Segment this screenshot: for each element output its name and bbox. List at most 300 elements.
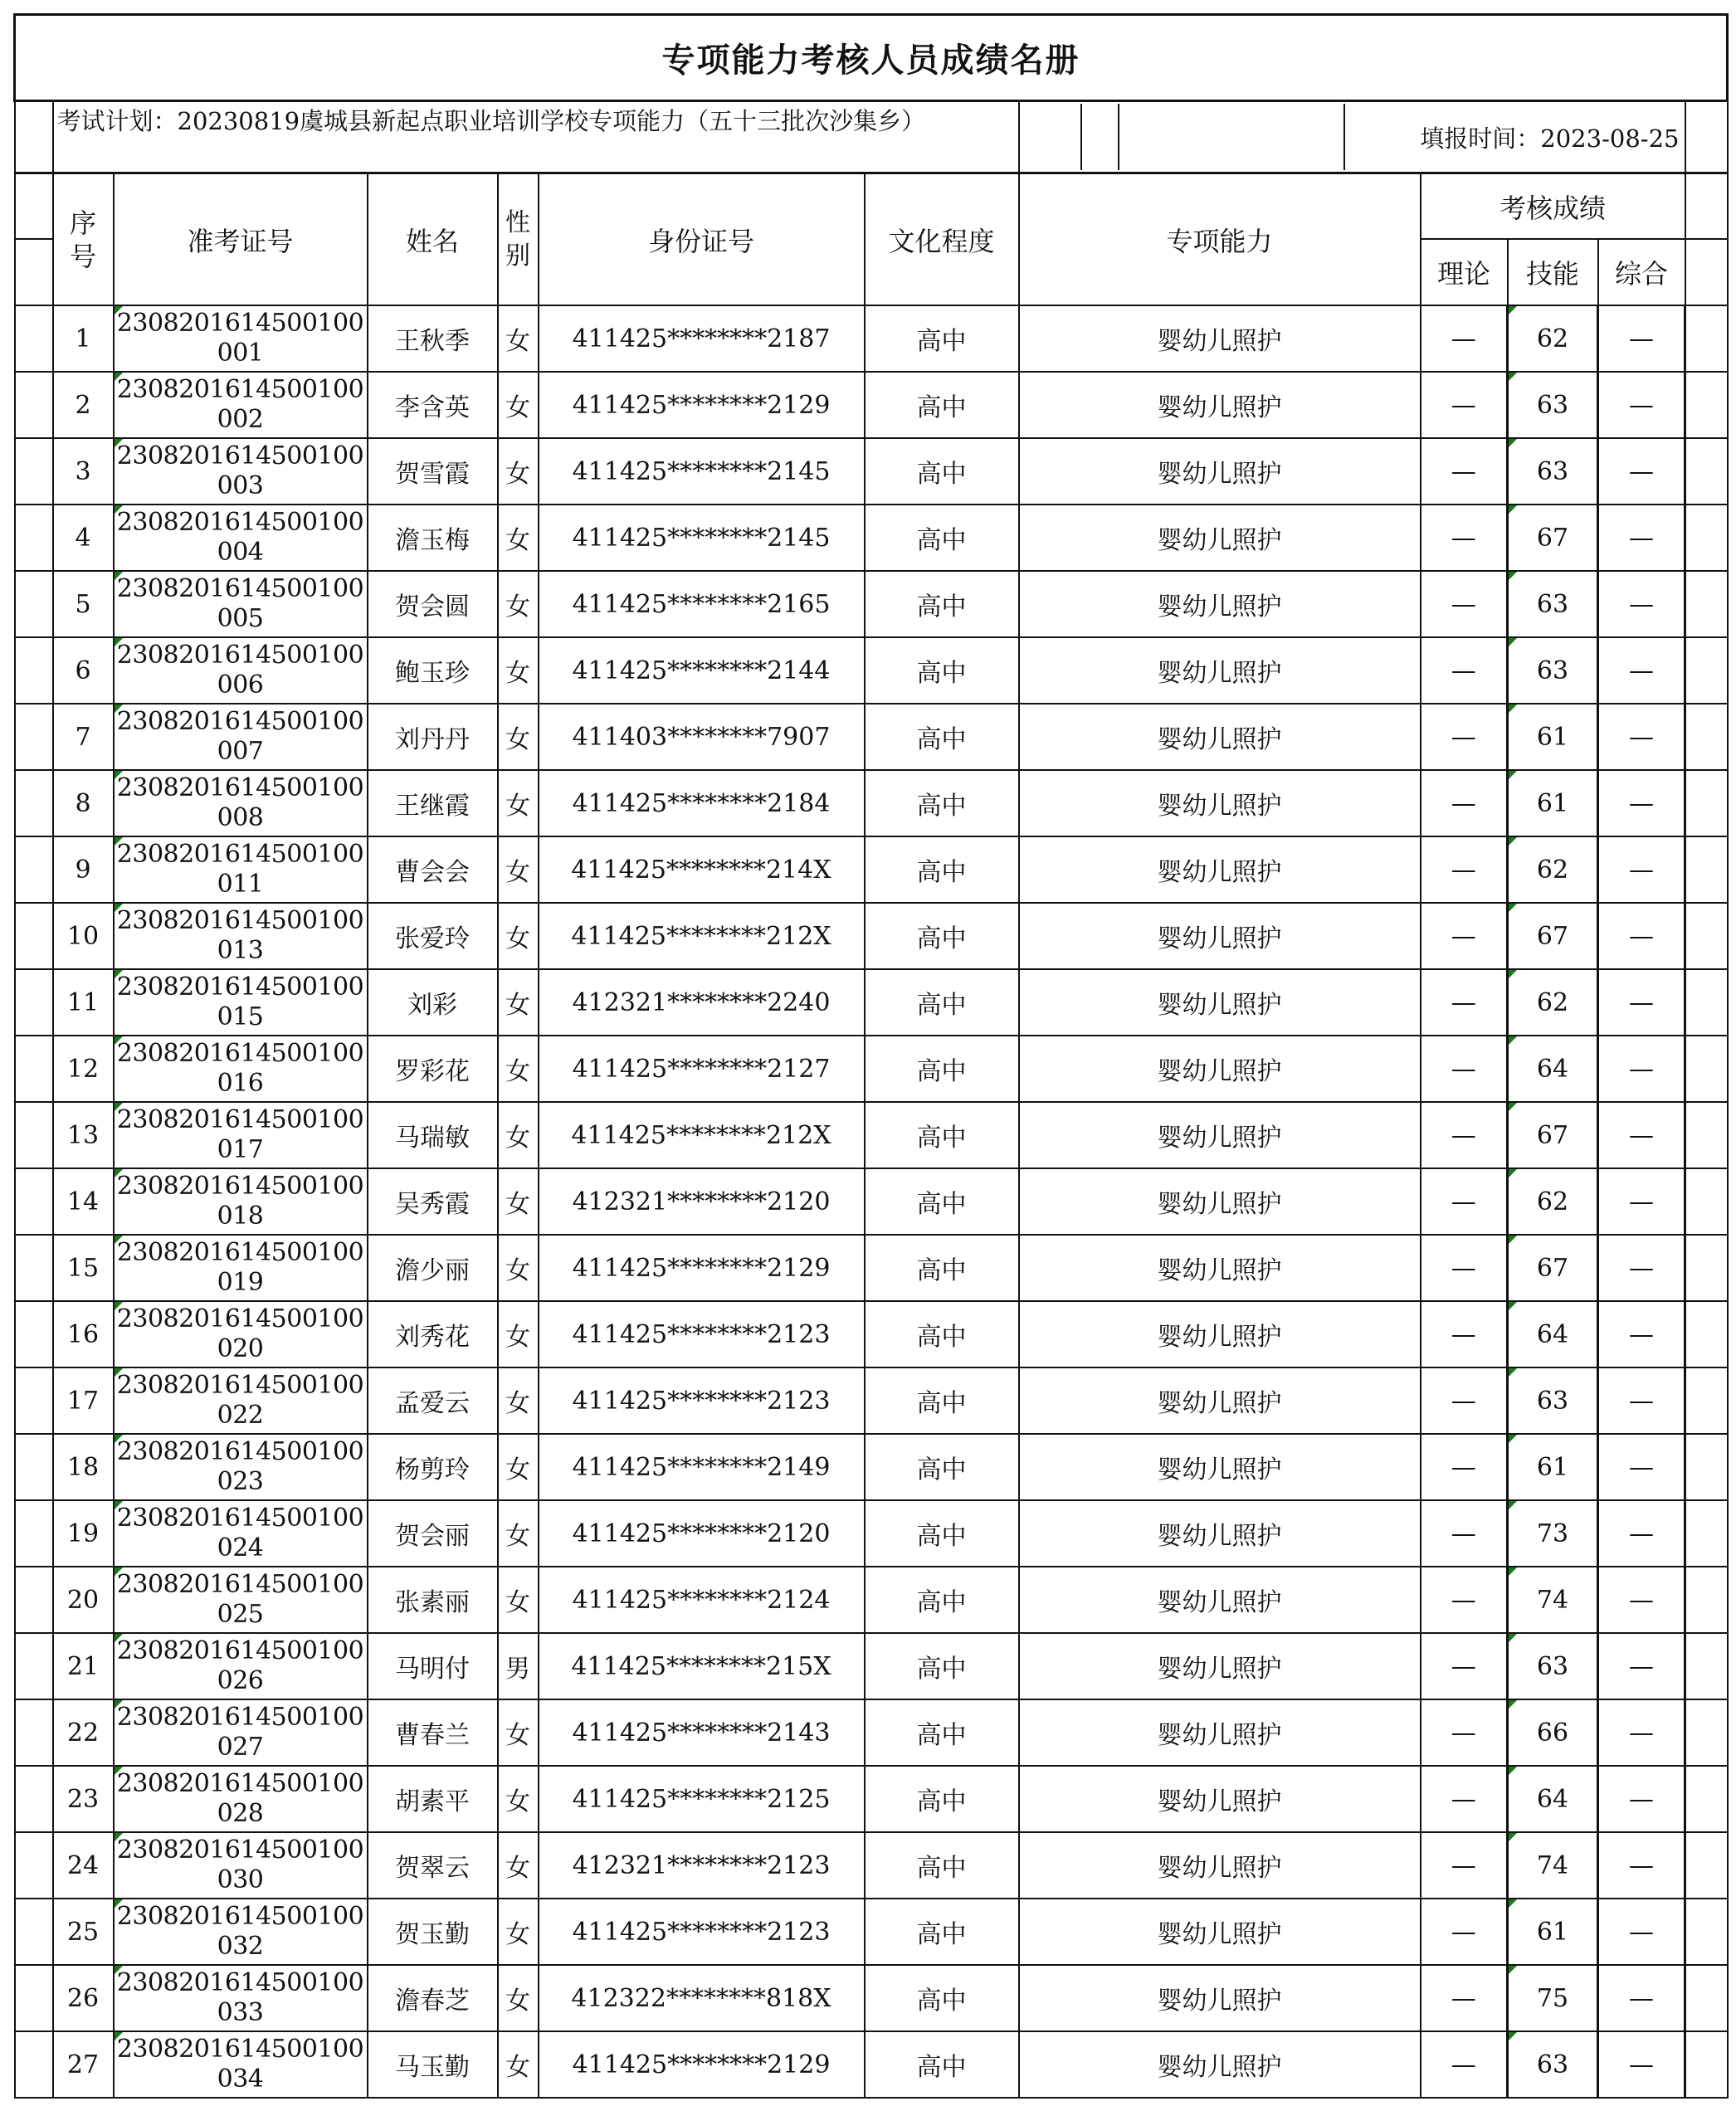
- cell-gender: 女: [498, 1434, 539, 1500]
- cell-overall: —: [1598, 1832, 1685, 1899]
- cell-skill-score: 61: [1508, 1899, 1598, 1965]
- cell-id-no: 411425********2143: [539, 1699, 865, 1766]
- cell-gender: 女: [498, 1965, 539, 2031]
- blank-cell: [15, 239, 53, 305]
- blank-cell: [1685, 1899, 1728, 1965]
- cell-overall: —: [1598, 1899, 1685, 1965]
- blank-cell: [15, 1235, 53, 1301]
- cell-admission-no: 2308201614500100025: [114, 1567, 368, 1633]
- cell-skill-area: 婴幼儿照护: [1019, 1766, 1421, 1832]
- cell-admission-no: 2308201614500100008: [114, 770, 368, 836]
- page-title: 专项能力考核人员成绩名册: [15, 15, 1728, 101]
- cell-skill-score: 62: [1508, 1168, 1598, 1235]
- blank-cell: [15, 1965, 53, 2031]
- cell-skill-area: 婴幼儿照护: [1019, 969, 1421, 1036]
- cell-education: 高中: [865, 903, 1019, 969]
- cell-skill-area: 婴幼儿照护: [1019, 836, 1421, 903]
- cell-id-no: 411425********212X: [539, 903, 865, 969]
- cell-id-no: 411425********2123: [539, 1301, 865, 1367]
- cell-admission-no: 2308201614500100016: [114, 1036, 368, 1102]
- cell-id-no: 411425********2129: [539, 1235, 865, 1301]
- cell-admission-no: 2308201614500100024: [114, 1500, 368, 1567]
- cell-skill-area: 婴幼儿照护: [1019, 903, 1421, 969]
- cell-overall: —: [1598, 505, 1685, 571]
- cell-education: 高中: [865, 704, 1019, 770]
- cell-seq: 20: [53, 1567, 114, 1633]
- cell-id-no: 411425********214X: [539, 836, 865, 903]
- blank-cell: [15, 1699, 53, 1766]
- cell-skill-area: 婴幼儿照护: [1019, 305, 1421, 372]
- cell-theory: —: [1421, 1699, 1508, 1766]
- blank-cell: [1685, 2031, 1728, 2098]
- cell-id-no: 411425********212X: [539, 1102, 865, 1168]
- cell-education: 高中: [865, 571, 1019, 637]
- cell-id-no: 411425********215X: [539, 1633, 865, 1699]
- cell-skill-score: 73: [1508, 1500, 1598, 1567]
- blank-cell: [15, 903, 53, 969]
- cell-theory: —: [1421, 2031, 1508, 2098]
- cell-education: 高中: [865, 1168, 1019, 1235]
- cell-education: 高中: [865, 372, 1019, 438]
- cell-id-no: 411425********2129: [539, 2031, 865, 2098]
- blank-cell: [15, 1766, 53, 1832]
- cell-id-no: 411425********2129: [539, 372, 865, 438]
- cell-seq: 24: [53, 1832, 114, 1899]
- cell-education: 高中: [865, 969, 1019, 1036]
- blank-cell: [1685, 1699, 1728, 1766]
- cell-name: 吴秀霞: [368, 1168, 498, 1235]
- cell-education: 高中: [865, 305, 1019, 372]
- table-row: [15, 1633, 1728, 1699]
- cell-education: 高中: [865, 1633, 1019, 1699]
- cell-overall: —: [1598, 637, 1685, 704]
- cell-seq: 9: [53, 836, 114, 903]
- cell-theory: —: [1421, 770, 1508, 836]
- blank-cell: [15, 1500, 53, 1567]
- table-row: [15, 637, 1728, 704]
- cell-theory: —: [1421, 1102, 1508, 1168]
- cell-seq: 15: [53, 1235, 114, 1301]
- blank-cell: [1685, 1633, 1728, 1699]
- cell-gender: 女: [498, 836, 539, 903]
- cell-id-no: 411425********2184: [539, 770, 865, 836]
- cell-skill-score: 63: [1508, 571, 1598, 637]
- cell-theory: —: [1421, 1367, 1508, 1434]
- cell-gender: 女: [498, 637, 539, 704]
- blank-cell: [15, 2031, 53, 2098]
- blank-cell: [15, 1367, 53, 1434]
- table-row: [15, 1567, 1728, 1633]
- blank-cell: [15, 1633, 53, 1699]
- cell-seq: 11: [53, 969, 114, 1036]
- cell-seq: 16: [53, 1301, 114, 1367]
- blank-cell: [15, 1832, 53, 1899]
- cell-skill-area: 婴幼儿照护: [1019, 1301, 1421, 1367]
- cell-skill-score: 61: [1508, 1434, 1598, 1500]
- cell-name: 澹少丽: [368, 1235, 498, 1301]
- cell-overall: —: [1598, 770, 1685, 836]
- blank-cell: [15, 770, 53, 836]
- cell-name: 贺雪霞: [368, 438, 498, 505]
- table-row: [15, 1500, 1728, 1567]
- table-row: [15, 1434, 1728, 1500]
- cell-overall: —: [1598, 1500, 1685, 1567]
- table-row: [15, 903, 1728, 969]
- table-row: [15, 836, 1728, 903]
- cell-education: 高中: [865, 1766, 1019, 1832]
- cell-name: 贺会丽: [368, 1500, 498, 1567]
- cell-id-no: 411425********2149: [539, 1434, 865, 1500]
- blank-cell: [1685, 101, 1728, 173]
- blank-cell: [1685, 239, 1728, 305]
- cell-name: 澹春芝: [368, 1965, 498, 2031]
- blank-cell: [15, 637, 53, 704]
- cell-theory: —: [1421, 704, 1508, 770]
- cell-name: 刘秀花: [368, 1301, 498, 1367]
- cell-seq: 27: [53, 2031, 114, 2098]
- cell-theory: —: [1421, 1832, 1508, 1899]
- cell-skill-area: 婴幼儿照护: [1019, 704, 1421, 770]
- cell-theory: —: [1421, 1766, 1508, 1832]
- cell-name: 张爱玲: [368, 903, 498, 969]
- cell-id-no: 412321********2120: [539, 1168, 865, 1235]
- blank-cell: [1685, 1567, 1728, 1633]
- cell-education: 高中: [865, 637, 1019, 704]
- cell-name: 马瑞敏: [368, 1102, 498, 1168]
- cell-skill-area: 婴幼儿照护: [1019, 1567, 1421, 1633]
- cell-overall: —: [1598, 1168, 1685, 1235]
- cell-skill-score: 62: [1508, 969, 1598, 1036]
- cell-id-no: 411425********2145: [539, 505, 865, 571]
- cell-id-no: 411425********2127: [539, 1036, 865, 1102]
- cell-skill-score: 63: [1508, 438, 1598, 505]
- cell-overall: —: [1598, 372, 1685, 438]
- cell-overall: —: [1598, 305, 1685, 372]
- cell-seq: 2: [53, 372, 114, 438]
- cell-name: 曹会会: [368, 836, 498, 903]
- cell-name: 鲍玉珍: [368, 637, 498, 704]
- table-row: [15, 505, 1728, 571]
- cell-skill-score: 74: [1508, 1567, 1598, 1633]
- table-row: [15, 1832, 1728, 1899]
- cell-theory: —: [1421, 1567, 1508, 1633]
- cell-name: 贺玉勤: [368, 1899, 498, 1965]
- cell-overall: —: [1598, 969, 1685, 1036]
- cell-name: 刘彩: [368, 969, 498, 1036]
- cell-education: 高中: [865, 438, 1019, 505]
- cell-theory: —: [1421, 637, 1508, 704]
- cell-name: 李含英: [368, 372, 498, 438]
- cell-education: 高中: [865, 1500, 1019, 1567]
- cell-skill-score: 67: [1508, 903, 1598, 969]
- cell-overall: —: [1598, 1567, 1685, 1633]
- cell-theory: —: [1421, 1965, 1508, 2031]
- cell-theory: —: [1421, 571, 1508, 637]
- cell-seq: 1: [53, 305, 114, 372]
- cell-name: 孟爱云: [368, 1367, 498, 1434]
- cell-gender: 女: [498, 969, 539, 1036]
- blank-cell: [15, 704, 53, 770]
- cell-skill-score: 62: [1508, 305, 1598, 372]
- blank-cell: [15, 1899, 53, 1965]
- table-row: [15, 1168, 1728, 1235]
- cell-skill-score: 74: [1508, 1832, 1598, 1899]
- cell-overall: —: [1598, 1301, 1685, 1367]
- cell-overall: —: [1598, 438, 1685, 505]
- cell-id-no: 411425********2125: [539, 1766, 865, 1832]
- header-id-no: 身份证号: [539, 173, 865, 306]
- table-row: [15, 571, 1728, 637]
- cell-skill-area: 婴幼儿照护: [1019, 1235, 1421, 1301]
- cell-theory: —: [1421, 372, 1508, 438]
- cell-gender: 女: [498, 903, 539, 969]
- cell-seq: 4: [53, 505, 114, 571]
- blank-cell: [1685, 1367, 1728, 1434]
- cell-skill-area: 婴幼儿照护: [1019, 2031, 1421, 2098]
- cell-seq: 14: [53, 1168, 114, 1235]
- table-row: [15, 1699, 1728, 1766]
- blank-cell: [1685, 372, 1728, 438]
- blank-cell: [1685, 903, 1728, 969]
- cell-admission-no: 2308201614500100022: [114, 1367, 368, 1434]
- cell-seq: 3: [53, 438, 114, 505]
- cell-seq: 21: [53, 1633, 114, 1699]
- cell-gender: 女: [498, 1699, 539, 1766]
- cell-id-no: 411425********2144: [539, 637, 865, 704]
- blank-cell: [1685, 505, 1728, 571]
- cell-overall: —: [1598, 836, 1685, 903]
- cell-admission-no: 2308201614500100002: [114, 372, 368, 438]
- table-row: [15, 2031, 1728, 2098]
- cell-name: 张素丽: [368, 1567, 498, 1633]
- cell-id-no: 411425********2123: [539, 1367, 865, 1434]
- header-name: 姓名: [368, 173, 498, 306]
- cell-education: 高中: [865, 2031, 1019, 2098]
- table-row: [15, 1301, 1728, 1367]
- cell-name: 胡素平: [368, 1766, 498, 1832]
- cell-theory: —: [1421, 438, 1508, 505]
- cell-gender: 女: [498, 1235, 539, 1301]
- blank-cell: [15, 372, 53, 438]
- cell-gender: 男: [498, 1633, 539, 1699]
- cell-education: 高中: [865, 1102, 1019, 1168]
- cell-overall: —: [1598, 1633, 1685, 1699]
- cell-admission-no: 2308201614500100006: [114, 637, 368, 704]
- cell-id-no: 411425********2124: [539, 1567, 865, 1633]
- cell-seq: 23: [53, 1766, 114, 1832]
- cell-theory: —: [1421, 1301, 1508, 1367]
- table-row: [15, 1367, 1728, 1434]
- blank-cell: [15, 969, 53, 1036]
- blank-cell: [15, 836, 53, 903]
- cell-admission-no: 2308201614500100028: [114, 1766, 368, 1832]
- cell-gender: 女: [498, 1301, 539, 1367]
- cell-skill-area: 婴幼儿照护: [1019, 571, 1421, 637]
- cell-seq: 6: [53, 637, 114, 704]
- blank-cell: [15, 1036, 53, 1102]
- cell-name: 贺会圆: [368, 571, 498, 637]
- cell-skill-score: 75: [1508, 1965, 1598, 2031]
- blank-cell: [15, 1434, 53, 1500]
- cell-name: 杨剪玲: [368, 1434, 498, 1500]
- blank-cell: [1685, 1102, 1728, 1168]
- cell-seq: 12: [53, 1036, 114, 1102]
- cell-name: 马玉勤: [368, 2031, 498, 2098]
- cell-admission-no: 2308201614500100001: [114, 305, 368, 372]
- table-row: [15, 1102, 1728, 1168]
- cell-theory: —: [1421, 1434, 1508, 1500]
- cell-id-no: 412321********2240: [539, 969, 865, 1036]
- cell-theory: —: [1421, 505, 1508, 571]
- score-table: [13, 13, 1729, 2099]
- cell-skill-score: 61: [1508, 704, 1598, 770]
- cell-admission-no: 2308201614500100018: [114, 1168, 368, 1235]
- blank-cell: [1685, 836, 1728, 903]
- cell-admission-no: 2308201614500100017: [114, 1102, 368, 1168]
- cell-seq: 19: [53, 1500, 114, 1567]
- cell-overall: —: [1598, 1699, 1685, 1766]
- cell-admission-no: 2308201614500100023: [114, 1434, 368, 1500]
- cell-seq: 13: [53, 1102, 114, 1168]
- cell-gender: 女: [498, 704, 539, 770]
- cell-theory: —: [1421, 1899, 1508, 1965]
- cell-skill-area: 婴幼儿照护: [1019, 1036, 1421, 1102]
- cell-overall: —: [1598, 1102, 1685, 1168]
- cell-skill-area: 婴幼儿照护: [1019, 1168, 1421, 1235]
- cell-education: 高中: [865, 505, 1019, 571]
- cell-skill-area: 婴幼儿照护: [1019, 438, 1421, 505]
- cell-admission-no: 2308201614500100033: [114, 1965, 368, 2031]
- blank-cell: [1685, 969, 1728, 1036]
- cell-gender: 女: [498, 438, 539, 505]
- cell-gender: 女: [498, 1168, 539, 1235]
- cell-skill-area: 婴幼儿照护: [1019, 1434, 1421, 1500]
- table-body: [15, 305, 1728, 2098]
- table-row: [15, 969, 1728, 1036]
- blank-cell: [15, 305, 53, 372]
- blank-cell: [1685, 438, 1728, 505]
- cell-gender: 女: [498, 1367, 539, 1434]
- blank-cell: [1685, 1832, 1728, 1899]
- table-row: [15, 1899, 1728, 1965]
- blank-cell: [1082, 104, 1119, 170]
- header-overall: 综合: [1598, 239, 1685, 305]
- blank-cell: [1685, 637, 1728, 704]
- cell-admission-no: 2308201614500100027: [114, 1699, 368, 1766]
- cell-name: 马明付: [368, 1633, 498, 1699]
- cell-gender: 女: [498, 1567, 539, 1633]
- table-row: [15, 704, 1728, 770]
- header-gender: 性别: [498, 173, 539, 306]
- cell-gender: 女: [498, 770, 539, 836]
- cell-theory: —: [1421, 305, 1508, 372]
- cell-seq: 25: [53, 1899, 114, 1965]
- report-date: 填报时间：2023-08-25: [1420, 124, 1680, 153]
- blank-cell: [15, 1102, 53, 1168]
- cell-overall: —: [1598, 903, 1685, 969]
- blank-cell: [15, 571, 53, 637]
- cell-skill-score: 63: [1508, 1633, 1598, 1699]
- cell-overall: —: [1598, 1434, 1685, 1500]
- cell-education: 高中: [865, 1434, 1019, 1500]
- table-row: [15, 1036, 1728, 1102]
- header-skill-area: 专项能力: [1019, 173, 1421, 306]
- cell-skill-score: 63: [1508, 372, 1598, 438]
- cell-overall: —: [1598, 571, 1685, 637]
- cell-overall: —: [1598, 1235, 1685, 1301]
- cell-theory: —: [1421, 969, 1508, 1036]
- cell-seq: 10: [53, 903, 114, 969]
- cell-id-no: 411425********2187: [539, 305, 865, 372]
- cell-education: 高中: [865, 1965, 1019, 2031]
- cell-skill-area: 婴幼儿照护: [1019, 505, 1421, 571]
- cell-skill-area: 婴幼儿照护: [1019, 637, 1421, 704]
- blank-cell: [1685, 770, 1728, 836]
- cell-id-no: 412322********818X: [539, 1965, 865, 2031]
- cell-admission-no: 2308201614500100013: [114, 903, 368, 969]
- header-skill: 技能: [1508, 239, 1598, 305]
- cell-gender: 女: [498, 1766, 539, 1832]
- cell-id-no: 411403********7907: [539, 704, 865, 770]
- blank-cell: [1119, 104, 1345, 170]
- blank-cell: [1685, 1036, 1728, 1102]
- cell-education: 高中: [865, 1699, 1019, 1766]
- cell-education: 高中: [865, 1301, 1019, 1367]
- cell-education: 高中: [865, 1036, 1019, 1102]
- cell-skill-area: 婴幼儿照护: [1019, 1699, 1421, 1766]
- blank-cell: [15, 1168, 53, 1235]
- cell-gender: 女: [498, 1500, 539, 1567]
- cell-seq: 7: [53, 704, 114, 770]
- blank-cell: [1685, 1766, 1728, 1832]
- cell-skill-area: 婴幼儿照护: [1019, 1367, 1421, 1434]
- cell-id-no: 411425********2123: [539, 1899, 865, 1965]
- blank-cell: [15, 1301, 53, 1367]
- blank-cell: [1685, 1235, 1728, 1301]
- cell-education: 高中: [865, 1567, 1019, 1633]
- header-score-group: 考核成绩: [1421, 173, 1685, 240]
- cell-theory: —: [1421, 903, 1508, 969]
- cell-name: 曹春兰: [368, 1699, 498, 1766]
- blank-cell: [15, 438, 53, 505]
- table-row: [15, 1965, 1728, 2031]
- cell-skill-area: 婴幼儿照护: [1019, 1965, 1421, 2031]
- cell-id-no: 412321********2123: [539, 1832, 865, 1899]
- cell-admission-no: 2308201614500100020: [114, 1301, 368, 1367]
- cell-overall: —: [1598, 1965, 1685, 2031]
- cell-education: 高中: [865, 770, 1019, 836]
- cell-overall: —: [1598, 1766, 1685, 1832]
- blank-cell: [1685, 704, 1728, 770]
- cell-admission-no: 2308201614500100019: [114, 1235, 368, 1301]
- cell-admission-no: 2308201614500100032: [114, 1899, 368, 1965]
- cell-gender: 女: [498, 1899, 539, 1965]
- table-row: [15, 372, 1728, 438]
- cell-name: 刘丹丹: [368, 704, 498, 770]
- blank-cell: [15, 101, 53, 173]
- cell-theory: —: [1421, 836, 1508, 903]
- cell-admission-no: 2308201614500100034: [114, 2031, 368, 2098]
- cell-admission-no: 2308201614500100007: [114, 704, 368, 770]
- cell-admission-no: 2308201614500100003: [114, 438, 368, 505]
- cell-theory: —: [1421, 1500, 1508, 1567]
- cell-skill-score: 67: [1508, 1102, 1598, 1168]
- cell-seq: 18: [53, 1434, 114, 1500]
- cell-skill-area: 婴幼儿照护: [1019, 1899, 1421, 1965]
- cell-seq: 17: [53, 1367, 114, 1434]
- cell-skill-area: 婴幼儿照护: [1019, 1500, 1421, 1567]
- cell-admission-no: 2308201614500100030: [114, 1832, 368, 1899]
